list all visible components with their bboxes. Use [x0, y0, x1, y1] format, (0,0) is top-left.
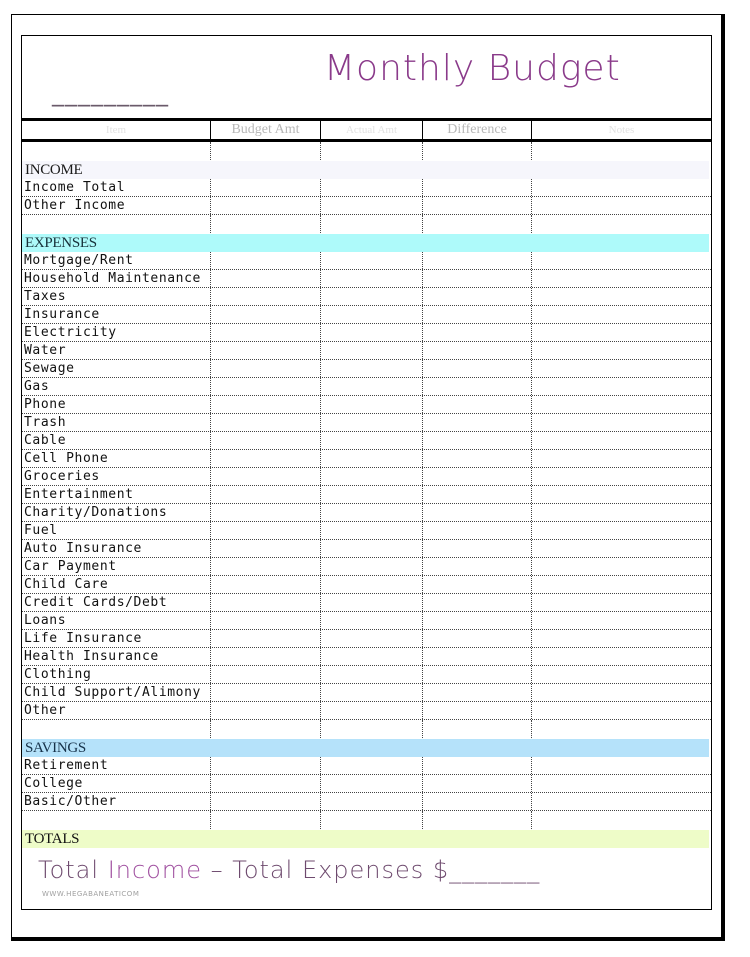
difference-cell[interactable]	[423, 576, 532, 593]
row-label: Water	[22, 342, 211, 359]
row-label: Cable	[22, 432, 211, 449]
income-row	[22, 197, 711, 215]
expense-row	[22, 594, 711, 612]
difference-cell[interactable]	[423, 648, 532, 665]
row-label: Fuel	[22, 522, 211, 539]
notes-cell[interactable]	[532, 270, 711, 287]
notes-cell[interactable]	[532, 720, 711, 738]
row-label: Other Income	[22, 197, 211, 214]
column-header-difference: Difference	[423, 121, 532, 139]
row-label: Income Total	[22, 179, 211, 196]
notes-cell[interactable]	[532, 486, 711, 503]
actual-amt-cell[interactable]	[321, 324, 423, 341]
row-label: Gas	[22, 378, 211, 395]
column-header-row	[22, 118, 711, 142]
expense-row	[22, 666, 711, 684]
expense-row	[22, 306, 711, 324]
expense-row	[22, 396, 711, 414]
notes-cell[interactable]	[532, 252, 711, 269]
spacer-row	[22, 720, 711, 738]
budget-amt-cell[interactable]	[211, 811, 321, 829]
notes-cell[interactable]	[532, 648, 711, 665]
row-label: Sewage	[22, 360, 211, 377]
difference-cell[interactable]	[423, 630, 532, 647]
budget-amt-cell[interactable]	[211, 432, 321, 449]
difference-cell[interactable]	[423, 179, 532, 196]
row-label: Car Payment	[22, 558, 211, 575]
actual-amt-cell[interactable]	[321, 378, 423, 395]
budget-amt-cell[interactable]	[211, 612, 321, 629]
difference-cell[interactable]	[423, 215, 532, 233]
budget-amt-cell[interactable]	[211, 666, 321, 683]
row-label: Basic/Other	[22, 793, 211, 810]
title-row	[22, 36, 711, 118]
column-header-item: Item	[22, 121, 211, 139]
budget-amt-cell[interactable]	[211, 288, 321, 305]
actual-amt-cell[interactable]	[321, 666, 423, 683]
row-label: Phone	[22, 396, 211, 413]
actual-amt-cell[interactable]	[321, 775, 423, 792]
expense-row	[22, 540, 711, 558]
difference-cell[interactable]	[423, 702, 532, 719]
budget-amt-cell[interactable]	[211, 775, 321, 792]
difference-cell[interactable]	[423, 306, 532, 323]
difference-cell[interactable]	[423, 775, 532, 792]
difference-cell[interactable]	[423, 378, 532, 395]
row-label: Retirement	[22, 757, 211, 774]
budget-amt-cell[interactable]	[211, 594, 321, 611]
notes-cell[interactable]	[532, 684, 711, 701]
row-label: College	[22, 775, 211, 792]
actual-amt-cell[interactable]	[321, 450, 423, 467]
notes-cell[interactable]	[532, 811, 711, 829]
section-header-expenses: EXPENSES	[22, 234, 709, 252]
column-header-actual: Actual Amt	[321, 121, 423, 139]
row-label: Household Maintenance	[22, 270, 211, 287]
actual-amt-cell[interactable]	[321, 306, 423, 323]
actual-amt-cell[interactable]	[321, 540, 423, 557]
row-label: Groceries	[22, 468, 211, 485]
section-header-income: INCOME	[22, 161, 709, 179]
notes-cell[interactable]	[532, 360, 711, 377]
actual-amt-cell[interactable]	[321, 179, 423, 196]
notes-cell[interactable]	[532, 757, 711, 774]
budget-amt-cell[interactable]	[211, 306, 321, 323]
budget-amt-cell[interactable]	[211, 504, 321, 521]
notes-cell[interactable]	[532, 630, 711, 647]
actual-amt-cell[interactable]	[321, 522, 423, 539]
actual-amt-cell[interactable]	[321, 414, 423, 431]
difference-cell[interactable]	[423, 522, 532, 539]
notes-cell[interactable]	[532, 414, 711, 431]
difference-cell[interactable]	[423, 757, 532, 774]
actual-amt-cell[interactable]	[321, 558, 423, 575]
expense-row	[22, 270, 711, 288]
actual-amt-cell[interactable]	[321, 702, 423, 719]
section-header-savings: SAVINGS	[22, 739, 709, 757]
expense-row	[22, 378, 711, 396]
row-label: Charity/Donations	[22, 504, 211, 521]
row-label: Taxes	[22, 288, 211, 305]
expense-row	[22, 648, 711, 666]
formula-part-3: – Total Expenses $_______	[202, 856, 541, 884]
actual-amt-cell[interactable]	[321, 360, 423, 377]
difference-cell[interactable]	[423, 666, 532, 683]
formula-part-1: Total	[38, 856, 108, 884]
row-label: Child Care	[22, 576, 211, 593]
totals-formula	[38, 856, 540, 884]
difference-cell[interactable]	[423, 432, 532, 449]
actual-amt-cell[interactable]	[321, 396, 423, 413]
notes-cell[interactable]	[532, 612, 711, 629]
row-label: Entertainment	[22, 486, 211, 503]
row-label	[22, 215, 211, 233]
budget-amt-cell[interactable]	[211, 215, 321, 233]
notes-cell[interactable]	[532, 540, 711, 557]
actual-amt-cell[interactable]	[321, 468, 423, 485]
page-title: Monthly Budget	[324, 48, 621, 89]
budget-amt-cell[interactable]	[211, 648, 321, 665]
notes-cell[interactable]	[532, 666, 711, 683]
row-label: Loans	[22, 612, 211, 629]
actual-amt-cell[interactable]	[321, 811, 423, 829]
difference-cell[interactable]	[423, 450, 532, 467]
actual-amt-cell[interactable]	[321, 197, 423, 214]
budget-amt-cell[interactable]	[211, 396, 321, 413]
actual-amt-cell[interactable]	[321, 648, 423, 665]
row-label: Other	[22, 702, 211, 719]
actual-amt-cell[interactable]	[321, 612, 423, 629]
actual-amt-cell[interactable]	[321, 142, 423, 160]
difference-cell[interactable]	[423, 540, 532, 557]
difference-cell[interactable]	[423, 558, 532, 575]
row-label: Mortgage/Rent	[22, 252, 211, 269]
expense-row	[22, 504, 711, 522]
spacer-row	[22, 811, 711, 829]
expense-row	[22, 252, 711, 270]
notes-cell[interactable]	[532, 576, 711, 593]
difference-cell[interactable]	[423, 612, 532, 629]
expense-row	[22, 288, 711, 306]
budget-amt-cell[interactable]	[211, 720, 321, 738]
actual-amt-cell[interactable]	[321, 215, 423, 233]
difference-cell[interactable]	[423, 360, 532, 377]
budget-amt-cell[interactable]	[211, 558, 321, 575]
expense-row	[22, 432, 711, 450]
budget-amt-cell[interactable]	[211, 142, 321, 160]
row-label: Cell Phone	[22, 450, 211, 467]
actual-amt-cell[interactable]	[321, 252, 423, 269]
month-blank-line: _________	[52, 79, 169, 107]
difference-cell[interactable]	[423, 342, 532, 359]
difference-cell[interactable]	[423, 504, 532, 521]
notes-cell[interactable]	[532, 197, 711, 214]
actual-amt-cell[interactable]	[321, 720, 423, 738]
row-label: Electricity	[22, 324, 211, 341]
expense-row	[22, 702, 711, 720]
expense-row	[22, 612, 711, 630]
savings-row	[22, 757, 711, 775]
expense-row	[22, 360, 711, 378]
row-label: Trash	[22, 414, 211, 431]
actual-amt-cell[interactable]	[321, 757, 423, 774]
difference-cell[interactable]	[423, 594, 532, 611]
notes-cell[interactable]	[532, 450, 711, 467]
notes-cell[interactable]	[532, 558, 711, 575]
budget-amt-cell[interactable]	[211, 468, 321, 485]
budget-amt-cell[interactable]	[211, 360, 321, 377]
difference-cell[interactable]	[423, 324, 532, 341]
actual-amt-cell[interactable]	[321, 684, 423, 701]
actual-amt-cell[interactable]	[321, 270, 423, 287]
row-label: Auto Insurance	[22, 540, 211, 557]
budget-amt-cell[interactable]	[211, 342, 321, 359]
column-header-notes: Notes	[608, 124, 635, 136]
difference-cell[interactable]	[423, 288, 532, 305]
notes-cell[interactable]	[532, 306, 711, 323]
expense-row	[22, 468, 711, 486]
budget-amt-cell[interactable]	[211, 757, 321, 774]
row-label: Insurance	[22, 306, 211, 323]
notes-cell[interactable]	[532, 432, 711, 449]
budget-amt-cell[interactable]	[211, 486, 321, 503]
budget-amt-cell[interactable]	[211, 450, 321, 467]
notes-cell[interactable]	[532, 793, 711, 810]
difference-cell[interactable]	[423, 684, 532, 701]
notes-cell[interactable]	[532, 396, 711, 413]
difference-cell[interactable]	[423, 793, 532, 810]
budget-amt-cell[interactable]	[211, 179, 321, 196]
expense-row	[22, 342, 711, 360]
actual-amt-cell[interactable]	[321, 576, 423, 593]
income-row	[22, 179, 711, 197]
expense-row	[22, 486, 711, 504]
difference-cell[interactable]	[423, 142, 532, 160]
column-header-budget: Budget Amt	[211, 121, 321, 139]
budget-amt-cell[interactable]	[211, 576, 321, 593]
budget-amt-cell[interactable]	[211, 702, 321, 719]
spacer-row	[22, 215, 711, 233]
row-label: Child Support/Alimony	[22, 684, 211, 701]
difference-cell[interactable]	[423, 486, 532, 503]
notes-cell[interactable]	[532, 702, 711, 719]
expense-row	[22, 684, 711, 702]
budget-amt-cell[interactable]	[211, 522, 321, 539]
row-label: Health Insurance	[22, 648, 211, 665]
notes-cell[interactable]	[532, 468, 711, 485]
spacer-row	[22, 142, 711, 160]
notes-cell[interactable]	[532, 288, 711, 305]
notes-cell[interactable]	[532, 594, 711, 611]
savings-row	[22, 793, 711, 811]
notes-cell[interactable]	[532, 142, 711, 160]
watermark: WWW.HEGABANEATICOM	[42, 890, 140, 898]
difference-cell[interactable]	[423, 396, 532, 413]
notes-cell[interactable]	[532, 215, 711, 233]
difference-cell[interactable]	[423, 414, 532, 431]
expense-row	[22, 450, 711, 468]
expense-row	[22, 324, 711, 342]
budget-amt-cell[interactable]	[211, 197, 321, 214]
row-label	[22, 720, 211, 738]
row-label: Clothing	[22, 666, 211, 683]
budget-amt-cell[interactable]	[211, 378, 321, 395]
row-label	[22, 811, 211, 829]
savings-row	[22, 775, 711, 793]
difference-cell[interactable]	[423, 720, 532, 738]
budget-table	[22, 142, 711, 848]
budget-amt-cell[interactable]	[211, 324, 321, 341]
difference-cell[interactable]	[423, 252, 532, 269]
budget-amt-cell[interactable]	[211, 630, 321, 647]
formula-part-2: Income	[107, 856, 202, 884]
row-label: Life Insurance	[22, 630, 211, 647]
actual-amt-cell[interactable]	[321, 793, 423, 810]
budget-amt-cell[interactable]	[211, 793, 321, 810]
actual-amt-cell[interactable]	[321, 630, 423, 647]
actual-amt-cell[interactable]	[321, 486, 423, 503]
expense-row	[22, 414, 711, 432]
difference-cell[interactable]	[423, 468, 532, 485]
notes-cell[interactable]	[532, 342, 711, 359]
actual-amt-cell[interactable]	[321, 504, 423, 521]
budget-amt-cell[interactable]	[211, 270, 321, 287]
row-label: Credit Cards/Debt	[22, 594, 211, 611]
actual-amt-cell[interactable]	[321, 342, 423, 359]
expense-row	[22, 630, 711, 648]
budget-amt-cell[interactable]	[211, 252, 321, 269]
expense-row	[22, 558, 711, 576]
notes-cell[interactable]	[532, 504, 711, 521]
notes-cell[interactable]	[532, 775, 711, 792]
notes-cell[interactable]	[532, 522, 711, 539]
difference-cell[interactable]	[423, 811, 532, 829]
actual-amt-cell[interactable]	[321, 594, 423, 611]
actual-amt-cell[interactable]	[321, 432, 423, 449]
difference-cell[interactable]	[423, 270, 532, 287]
budget-amt-cell[interactable]	[211, 684, 321, 701]
difference-cell[interactable]	[423, 197, 532, 214]
expense-row	[22, 522, 711, 540]
expense-row	[22, 576, 711, 594]
budget-sheet	[21, 35, 712, 910]
budget-amt-cell[interactable]	[211, 414, 321, 431]
notes-cell[interactable]	[532, 324, 711, 341]
section-header-totals: TOTALS	[22, 830, 709, 848]
actual-amt-cell[interactable]	[321, 288, 423, 305]
notes-cell[interactable]	[532, 179, 711, 196]
notes-cell[interactable]	[532, 378, 711, 395]
budget-amt-cell[interactable]	[211, 540, 321, 557]
row-label	[22, 142, 211, 160]
